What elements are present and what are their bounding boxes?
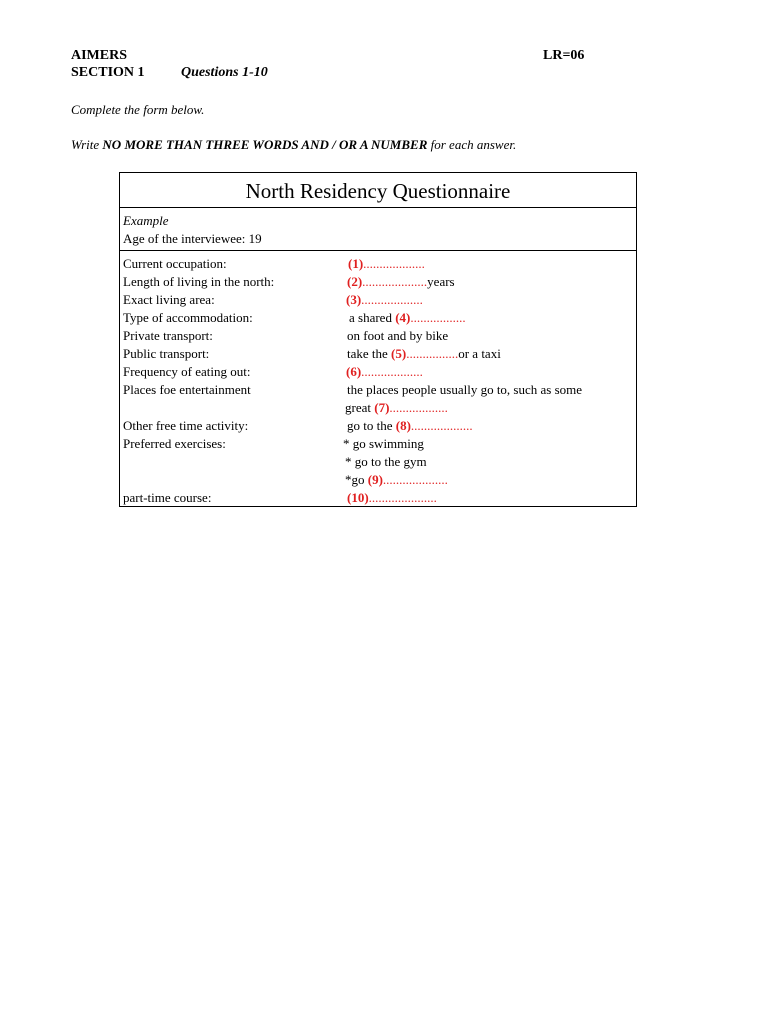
answer-6-blank[interactable]: ................... — [361, 364, 423, 379]
answer-3 — [346, 291, 423, 309]
answer-2-suffix: years — [427, 274, 455, 289]
label-accommodation: Type of accommodation: — [123, 310, 253, 325]
answer-2-number: (2) — [347, 274, 363, 289]
answer-9-blank[interactable]: .................... — [382, 472, 448, 487]
answer-exercise-swimming: * go swimming — [343, 436, 424, 451]
instruction-limit-bold: NO MORE THAN THREE WORDS AND / OR A NUMBER — [102, 137, 428, 152]
answer-6 — [346, 363, 423, 381]
answer-5-number: (5) — [391, 346, 407, 361]
answer-10-blank[interactable]: ..................... — [368, 490, 437, 505]
answer-7 — [345, 399, 448, 417]
answer-9-prefix: *go — [345, 472, 365, 487]
answer-9 — [345, 471, 448, 489]
answer-7-blank[interactable]: .................. — [389, 400, 448, 415]
answer-private-transport: on foot and by bike — [347, 328, 449, 343]
answer-1-number: (1) — [348, 256, 364, 271]
answer-1 — [348, 255, 425, 273]
answer-4-prefix: a shared — [349, 310, 392, 325]
answer-4 — [349, 309, 466, 327]
title-divider — [120, 207, 636, 208]
answer-6-number: (6) — [346, 364, 362, 379]
label-eating-out: Frequency of eating out: — [123, 364, 251, 379]
answer-1-blank[interactable]: ................... — [363, 256, 425, 271]
form-title: North Residency Questionnaire — [245, 179, 511, 203]
example-text: Age of the interviewee: 19 — [123, 231, 262, 246]
label-course: part-time course: — [123, 490, 212, 505]
answer-entertainment-line1: the places people usually go to, such as some — [347, 382, 583, 397]
instruction-write: Write — [71, 137, 100, 152]
answer-5-blank[interactable]: ................ — [406, 346, 459, 361]
answer-3-blank[interactable]: ................... — [361, 292, 423, 307]
answer-8-number: (8) — [395, 418, 411, 433]
label-private-transport: Private transport: — [123, 328, 213, 343]
answer-9-number: (9) — [367, 472, 383, 487]
answer-2-blank[interactable]: .................... — [362, 274, 428, 289]
answer-8-blank[interactable]: ................... — [410, 418, 473, 433]
answer-8-prefix: go to the — [347, 418, 393, 433]
label-length: Length of living in the north: — [123, 274, 275, 289]
answer-10 — [347, 489, 437, 507]
example-divider — [120, 250, 636, 251]
answer-5 — [347, 345, 501, 363]
answer-8 — [347, 417, 473, 435]
answer-4-blank[interactable]: ................. — [410, 310, 466, 325]
answer-7-prefix: great — [345, 400, 371, 415]
instruction-word-limit — [71, 137, 516, 153]
questions-range: Questions 1-10 — [181, 65, 268, 80]
example-label: Example — [123, 213, 169, 228]
questionnaire-form — [119, 172, 637, 507]
section-heading: SECTION 1 — [71, 65, 145, 80]
answer-5-suffix: or a taxi — [458, 346, 501, 361]
answer-exercise-gym: * go to the gym — [345, 454, 427, 469]
answer-4-number: (4) — [395, 310, 411, 325]
answer-3-number: (3) — [346, 292, 362, 307]
instruction-complete-form: Complete the form below. — [71, 102, 205, 117]
label-area: Exact living area: — [123, 292, 215, 307]
label-entertainment: Places foe entertainment — [123, 382, 251, 397]
header-aimers: AIMERS — [71, 48, 128, 63]
answer-10-number: (10) — [347, 490, 369, 505]
label-exercises: Preferred exercises: — [123, 436, 226, 451]
label-occupation: Current occupation: — [123, 256, 227, 271]
label-free-time: Other free time activity: — [123, 418, 249, 433]
instruction-for-each: for each answer. — [430, 137, 517, 152]
label-public-transport: Public transport: — [123, 346, 210, 361]
answer-2 — [347, 273, 455, 291]
header-lr-code: LR=06 — [543, 48, 585, 63]
answer-5-prefix: take the — [347, 346, 388, 361]
answer-7-number: (7) — [374, 400, 390, 415]
